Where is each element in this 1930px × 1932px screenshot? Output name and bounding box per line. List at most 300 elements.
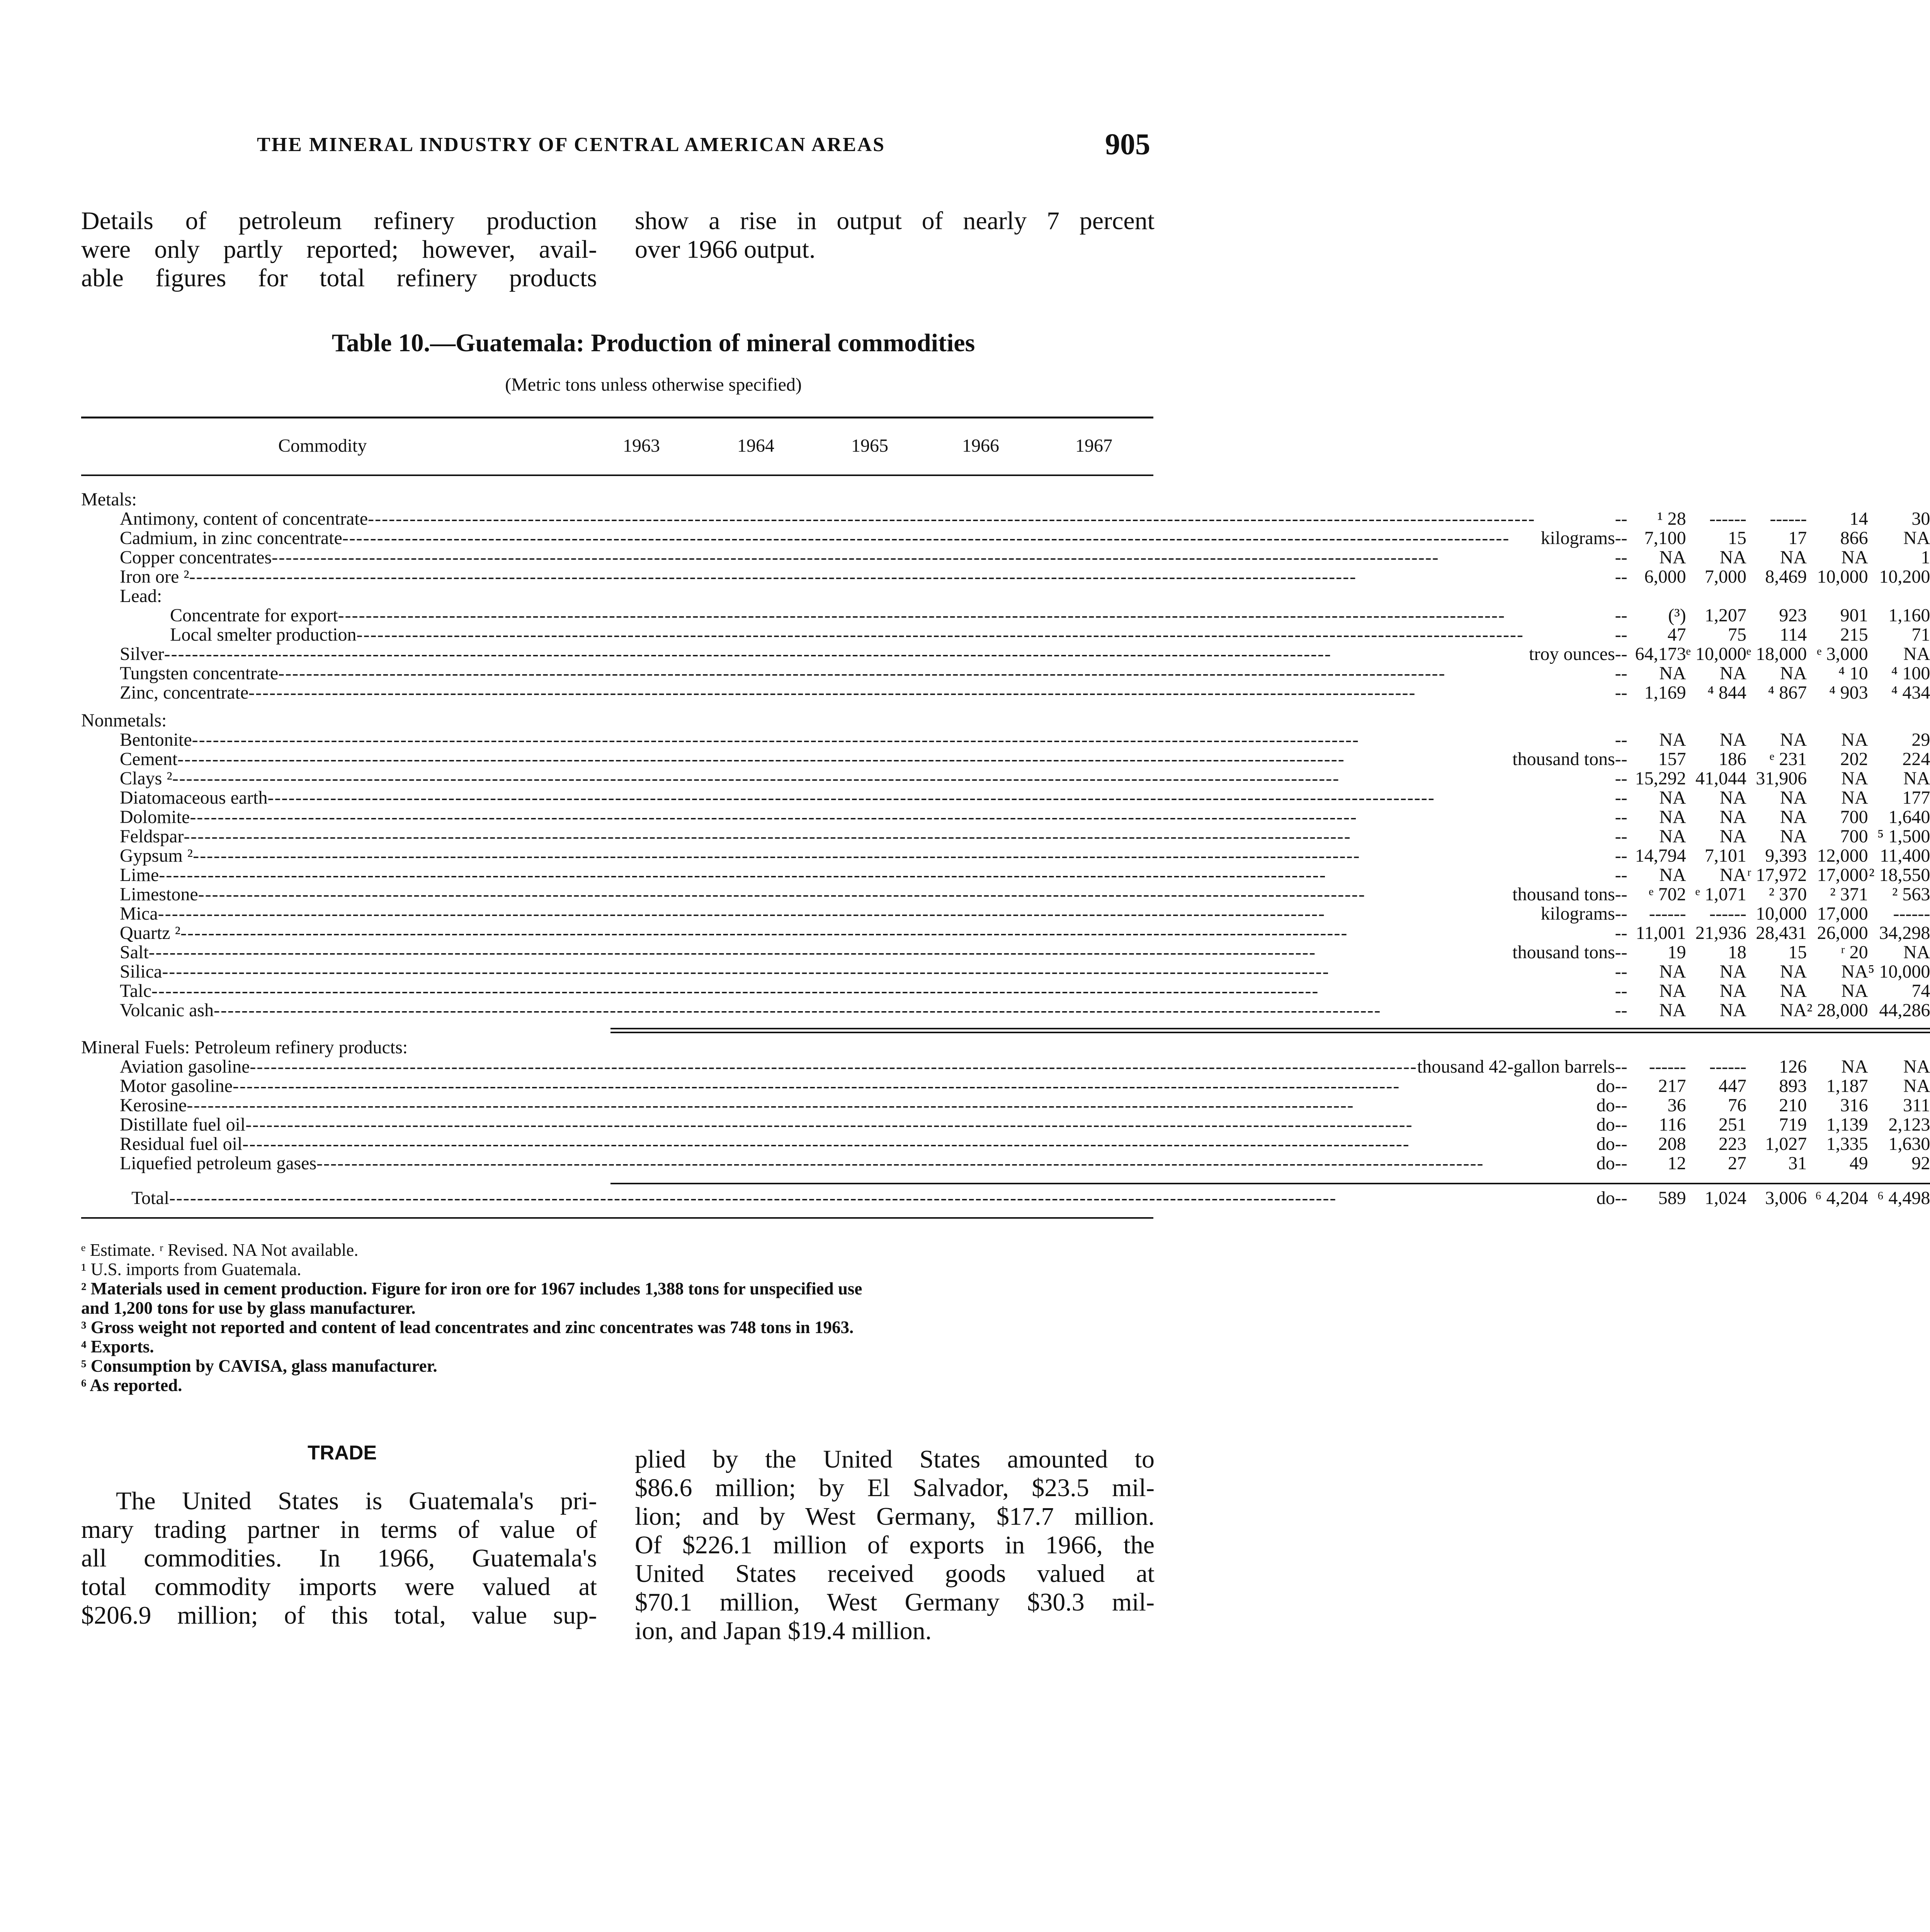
table-row xyxy=(81,645,1930,664)
column-header-1966: 1966 xyxy=(962,435,999,456)
leader-dots xyxy=(187,1096,1596,1115)
table-row xyxy=(81,750,1930,769)
row-label-text: Mineral Fuels: Petroleum refinery products: xyxy=(81,1037,408,1058)
leader-dots-tail: -- xyxy=(1615,566,1627,587)
cell-value-1966: ʳ 20 xyxy=(1841,942,1868,963)
leader-dots xyxy=(169,1189,1597,1208)
cell-value-1967: 34,298 xyxy=(1879,923,1930,943)
table-caption: Table 10.—Guatemala: Production of mineral commodities xyxy=(332,329,975,357)
cell-value-1966: ² 28,000 xyxy=(1807,1000,1868,1020)
row-label-text: Metals: xyxy=(81,489,137,510)
cell-value-1963: 14,794 xyxy=(1635,845,1686,866)
cell-value-1965: 8,469 xyxy=(1765,566,1807,587)
text-line: able figures for total refinery products xyxy=(81,264,597,292)
commodity-label xyxy=(81,529,1635,548)
commodity-label xyxy=(81,625,1635,645)
cell-value-1963: NA xyxy=(1659,981,1686,1001)
table-row xyxy=(81,587,1930,606)
cell-value-1966: 866 xyxy=(1840,528,1868,548)
cell-value-1963: 157 xyxy=(1658,749,1686,769)
cell-value-1965: ᵉ 18,000 xyxy=(1746,644,1807,664)
text-line: mary trading partner in terms of value of xyxy=(81,1515,597,1544)
cell-value-1965: NA xyxy=(1780,981,1807,1001)
commodity-label xyxy=(81,962,1635,981)
cell-value-1967: ⁵ 10,000 xyxy=(1868,961,1930,982)
cell-value-1963: NA xyxy=(1659,730,1686,750)
row-label-text: Lime xyxy=(120,865,159,885)
cell-value-1967: 224 xyxy=(1902,749,1930,769)
cell-value-1966: NA xyxy=(1841,768,1868,789)
row-label-text: Antimony, content of concentrate xyxy=(120,509,368,529)
cell-value-1966: 10,000 xyxy=(1817,566,1868,587)
leader-dots-tail: -- xyxy=(1615,768,1627,789)
text-line: show a rise in output of nearly 7 percent xyxy=(635,207,1155,235)
page-number: 905 xyxy=(1105,127,1150,161)
cell-value-1967: 30 xyxy=(1911,509,1930,529)
cell-value-1963: NA xyxy=(1659,807,1686,827)
cell-value-1964: 447 xyxy=(1718,1076,1746,1096)
commodity-label xyxy=(81,923,1635,943)
row-unit: troy ounces xyxy=(1529,644,1615,664)
leader-dots xyxy=(233,1077,1597,1096)
commodity-label xyxy=(81,846,1635,866)
cell-value-1965: NA xyxy=(1780,826,1807,847)
cell-value-1966: 316 xyxy=(1840,1095,1868,1116)
intro-right-column xyxy=(635,207,1155,264)
leader-dots-tail: -- xyxy=(1615,624,1627,645)
table-row xyxy=(81,548,1930,567)
table-row xyxy=(81,683,1930,702)
leader-dots xyxy=(368,509,1615,529)
cell-value-1965: NA xyxy=(1780,663,1807,684)
cell-value-1966: 700 xyxy=(1840,807,1868,827)
cell-value-1963: 589 xyxy=(1658,1188,1686,1208)
table-row xyxy=(81,923,1930,943)
header-bottom-rule xyxy=(81,474,1153,476)
cell-value-1963: 217 xyxy=(1658,1076,1686,1096)
commodity-label xyxy=(81,981,1635,1001)
commodity-label xyxy=(81,866,1635,885)
column-header-1964: 1964 xyxy=(737,435,774,456)
total-rule xyxy=(610,1183,1930,1184)
cell-value-1965: ⁴ 867 xyxy=(1768,682,1807,703)
row-label-text: Diatomaceous earth xyxy=(120,787,268,808)
cell-value-1963: 1,169 xyxy=(1644,682,1686,703)
cell-value-1966: NA xyxy=(1841,787,1868,808)
leader-dots xyxy=(342,529,1541,548)
table-row xyxy=(81,730,1930,750)
cell-value-1967: 311 xyxy=(1903,1095,1930,1116)
text-line: United States received goods valued at xyxy=(635,1560,1155,1588)
commodity-table xyxy=(81,490,1930,1208)
text-line: Of $226.1 million of exports in 1966, the xyxy=(635,1531,1155,1559)
cell-value-1967: ⁴ 100 xyxy=(1891,663,1930,684)
cell-value-1964: NA xyxy=(1719,787,1746,808)
leader-dots xyxy=(198,885,1513,904)
cell-value-1963: ------ xyxy=(1649,1056,1686,1077)
text-line: over 1966 output. xyxy=(635,235,816,264)
cell-value-1967: 11,400 xyxy=(1880,845,1930,866)
row-unit: thousand tons xyxy=(1512,884,1615,905)
cell-value-1963: NA xyxy=(1659,865,1686,885)
row-unit: thousand 42-gallon barrels xyxy=(1417,1056,1615,1077)
row-label-text: Distillate fuel oil xyxy=(120,1114,246,1135)
cell-value-1965: NA xyxy=(1780,730,1807,750)
commodity-label xyxy=(81,808,1635,827)
cell-value-1967: ² 18,550 xyxy=(1869,865,1930,885)
leader-dots xyxy=(192,730,1615,750)
cell-value-1963: 64,173 xyxy=(1635,644,1686,664)
cell-value-1967: 71 xyxy=(1911,624,1930,645)
table-row xyxy=(81,981,1930,1001)
cell-value-1963: 19 xyxy=(1667,942,1686,963)
cell-value-1966: 14 xyxy=(1849,509,1868,529)
cell-value-1967: 92 xyxy=(1911,1153,1930,1173)
cell-value-1965: 31,906 xyxy=(1756,768,1807,789)
row-unit: kilograms xyxy=(1541,903,1615,924)
commodity-label xyxy=(81,606,1635,625)
table-row xyxy=(81,962,1930,981)
leader-dots xyxy=(272,548,1615,567)
cell-value-1966: NA xyxy=(1841,730,1868,750)
leader-dots-tail: -- xyxy=(1615,942,1627,963)
text-line: were only partly reported; however, avail- xyxy=(81,235,597,264)
cell-value-1966: 1,187 xyxy=(1826,1076,1868,1096)
text-line: The United States is Guatemala's pri- xyxy=(116,1487,597,1515)
row-label-text: Copper concentrates xyxy=(120,547,272,568)
cell-value-1965: 9,393 xyxy=(1765,845,1807,866)
cell-value-1964: ᵉ 10,000 xyxy=(1686,644,1746,664)
leader-dots-tail: -- xyxy=(1615,1000,1627,1020)
cell-value-1967: 1,630 xyxy=(1888,1134,1930,1154)
cell-value-1963: NA xyxy=(1659,1000,1686,1020)
leader-dots-tail: -- xyxy=(1615,826,1627,847)
footnote: ³ Gross weight not reported and content of lead concentrates and zinc concentrates was 748 tons in 1963. xyxy=(81,1318,854,1337)
row-label-text: Silica xyxy=(120,961,162,982)
cell-value-1965: 31 xyxy=(1788,1153,1807,1173)
leader-dots xyxy=(162,962,1615,981)
cell-value-1965: ʳ 17,972 xyxy=(1747,865,1807,885)
leader-dots xyxy=(245,1115,1596,1134)
cell-value-1964: NA xyxy=(1719,961,1746,982)
row-label-text: Cadmium, in zinc concentrate xyxy=(120,528,342,548)
row-unit: do xyxy=(1596,1134,1615,1154)
leader-dots-tail: -- xyxy=(1615,981,1627,1001)
commodity-label xyxy=(81,664,1635,683)
row-label-text: Tungsten concentrate xyxy=(120,663,279,684)
cell-value-1967: NA xyxy=(1903,528,1930,548)
leader-dots-tail: -- xyxy=(1615,528,1627,548)
cell-value-1967: 74 xyxy=(1911,981,1930,1001)
cell-value-1965: 923 xyxy=(1779,605,1807,626)
leader-dots-tail: -- xyxy=(1615,1134,1627,1154)
table-row xyxy=(81,846,1930,866)
cell-value-1964: 15 xyxy=(1728,528,1746,548)
row-label-text: Nonmetals: xyxy=(81,710,167,731)
cell-value-1965: 10,000 xyxy=(1756,903,1807,924)
cell-value-1964: 1,024 xyxy=(1704,1188,1746,1208)
footnote: ⁶ As reported. xyxy=(81,1376,182,1395)
cell-value-1965: ᵉ 231 xyxy=(1769,749,1807,769)
footnote: ⁵ Consumption by CAVISA, glass manufacturer. xyxy=(81,1356,437,1376)
commodity-label xyxy=(81,1154,1635,1173)
table-row xyxy=(81,664,1930,683)
footnotes xyxy=(81,1240,1155,1395)
commodity-label xyxy=(81,885,1635,904)
leader-dots-tail: -- xyxy=(1615,1095,1627,1116)
leader-dots-tail: -- xyxy=(1615,1188,1627,1208)
cell-value-1967: ⁶ 4,498 xyxy=(1877,1188,1930,1208)
commodity-label xyxy=(81,490,1635,509)
cell-value-1964: 27 xyxy=(1728,1153,1746,1173)
row-unit: kilograms xyxy=(1541,528,1615,548)
leader-dots-tail: -- xyxy=(1615,923,1627,943)
leader-dots xyxy=(180,923,1615,943)
cell-value-1964: 7,000 xyxy=(1704,566,1746,587)
text-line: all commodities. In 1966, Guatemala's xyxy=(81,1544,597,1572)
row-label-text: Iron ore ² xyxy=(120,566,189,587)
text-line: total commodity imports were valued at xyxy=(81,1573,597,1601)
table-row xyxy=(81,1057,1930,1077)
table-row xyxy=(81,1189,1930,1208)
leader-dots-tail: -- xyxy=(1615,1153,1627,1173)
cell-value-1966: ᵉ 3,000 xyxy=(1817,644,1868,664)
text-line: ion, and Japan $19.4 million. xyxy=(635,1617,932,1645)
commodity-label xyxy=(81,587,1635,606)
leader-dots xyxy=(149,943,1513,962)
row-label-text: Aviation gasoline xyxy=(120,1056,250,1077)
commodity-label xyxy=(81,1077,1635,1096)
cell-value-1964: NA xyxy=(1719,1000,1746,1020)
cell-value-1964: ᵉ 1,071 xyxy=(1695,884,1746,905)
row-unit: thousand tons xyxy=(1512,942,1615,963)
text-line: $86.6 million; by El Salvador, $23.5 mil- xyxy=(635,1474,1155,1502)
column-header-1967: 1967 xyxy=(1075,435,1112,456)
leader-dots-tail: -- xyxy=(1615,903,1627,924)
cell-value-1966: 202 xyxy=(1840,749,1868,769)
table-row xyxy=(81,711,1930,730)
commodity-label xyxy=(81,827,1635,846)
leader-dots xyxy=(250,1057,1417,1077)
table-subcaption: (Metric tons unless otherwise specified) xyxy=(505,374,802,395)
row-label-text: Motor gasoline xyxy=(120,1076,233,1096)
column-header-commodity: Commodity xyxy=(278,435,367,456)
table-row xyxy=(81,866,1930,885)
cell-value-1965: NA xyxy=(1780,807,1807,827)
cell-value-1965: 15 xyxy=(1788,942,1807,963)
table-row xyxy=(81,509,1930,529)
cell-value-1964: NA xyxy=(1719,663,1746,684)
cell-value-1963: NA xyxy=(1659,961,1686,982)
table-row xyxy=(81,1115,1930,1134)
row-label-text: Mica xyxy=(120,903,158,924)
trade-left-column xyxy=(81,1487,597,1630)
cell-value-1965: NA xyxy=(1780,1000,1807,1020)
table-row xyxy=(81,904,1930,923)
cell-value-1963: 47 xyxy=(1667,624,1686,645)
cell-value-1963: 7,100 xyxy=(1644,528,1686,548)
table-bottom-rule xyxy=(81,1217,1153,1219)
cell-value-1963: NA xyxy=(1659,547,1686,568)
row-label-text: Gypsum ² xyxy=(120,845,193,866)
cell-value-1964: ------ xyxy=(1709,509,1746,529)
cell-value-1965: 114 xyxy=(1780,624,1807,645)
cell-value-1967: 1,640 xyxy=(1888,807,1930,827)
leader-dots xyxy=(172,769,1615,788)
cell-value-1967: ⁴ 434 xyxy=(1891,682,1930,703)
cell-value-1963: 36 xyxy=(1667,1095,1686,1116)
commodity-label xyxy=(81,711,1635,730)
cell-value-1963: ------ xyxy=(1649,903,1686,924)
table-row xyxy=(81,625,1930,645)
leader-dots xyxy=(268,788,1615,808)
cell-value-1964: NA xyxy=(1719,865,1746,885)
footnote: ² Materials used in cement production. Figure for iron ore for 1967 includes 1,388 tons for unspecified use xyxy=(81,1279,862,1298)
commodity-label xyxy=(81,904,1635,923)
cell-value-1964: NA xyxy=(1719,807,1746,827)
cell-value-1964: ⁴ 844 xyxy=(1707,682,1746,703)
cell-value-1964: NA xyxy=(1719,981,1746,1001)
commodity-label xyxy=(81,769,1635,788)
row-unit: do xyxy=(1596,1153,1615,1173)
leader-dots xyxy=(248,683,1615,702)
leader-dots xyxy=(158,904,1541,923)
leader-dots-tail: -- xyxy=(1615,605,1627,626)
leader-dots xyxy=(338,606,1615,625)
leader-dots xyxy=(184,827,1615,846)
cell-value-1963: 6,000 xyxy=(1644,566,1686,587)
cell-value-1963: NA xyxy=(1659,663,1686,684)
row-label-text: Liquefied petroleum gases xyxy=(120,1153,317,1173)
row-label-text: Zinc, concentrate xyxy=(120,682,249,703)
row-unit: do xyxy=(1596,1076,1615,1096)
cell-value-1966: 49 xyxy=(1849,1153,1868,1173)
cell-value-1966: ² 371 xyxy=(1830,884,1868,905)
row-label-text: Lead: xyxy=(120,586,162,606)
row-label-text: Quartz ² xyxy=(120,923,180,943)
cell-value-1967: NA xyxy=(1903,768,1930,789)
table-row xyxy=(81,1038,1930,1057)
cell-value-1966: 1,139 xyxy=(1826,1114,1868,1135)
cell-value-1963: NA xyxy=(1659,787,1686,808)
leader-dots-tail: -- xyxy=(1615,865,1627,885)
row-label-text: Kerosine xyxy=(120,1095,187,1116)
cell-value-1966: 12,000 xyxy=(1817,845,1868,866)
cell-value-1967: 1,160 xyxy=(1888,605,1930,626)
cell-value-1967: NA xyxy=(1903,1076,1930,1096)
section-heading-trade: TRADE xyxy=(308,1442,377,1464)
leader-dots xyxy=(164,645,1529,664)
cell-value-1964: 186 xyxy=(1718,749,1746,769)
leader-dots xyxy=(159,866,1615,885)
cell-value-1964: 41,044 xyxy=(1695,768,1746,789)
table-row xyxy=(81,567,1930,587)
cell-value-1967: NA xyxy=(1903,644,1930,664)
cell-value-1967: 177 xyxy=(1902,787,1930,808)
table-row xyxy=(81,808,1930,827)
cell-value-1963: NA xyxy=(1659,826,1686,847)
commodity-label xyxy=(81,788,1635,808)
commodity-label xyxy=(81,1134,1635,1154)
text-line: lion; and by West Germany, $17.7 million. xyxy=(635,1502,1155,1531)
leader-dots-tail: -- xyxy=(1615,1114,1627,1135)
row-label-text: Salt xyxy=(120,942,149,963)
trade-right-column xyxy=(635,1445,1155,1645)
cell-value-1964: 7,101 xyxy=(1704,845,1746,866)
cell-value-1967: 2,123 xyxy=(1888,1114,1930,1135)
cell-value-1963: 116 xyxy=(1659,1114,1686,1135)
cell-value-1967: NA xyxy=(1903,942,1930,963)
row-label-text: Residual fuel oil xyxy=(120,1134,243,1154)
cell-value-1964: NA xyxy=(1719,826,1746,847)
cell-value-1967: ² 563 xyxy=(1892,884,1930,905)
leader-dots xyxy=(214,1001,1615,1020)
cell-value-1965: 126 xyxy=(1779,1056,1807,1077)
leader-dots xyxy=(177,750,1512,769)
text-line: plied by the United States amounted to xyxy=(635,1445,1155,1473)
cell-value-1964: ------ xyxy=(1709,903,1746,924)
cell-value-1965: NA xyxy=(1780,961,1807,982)
cell-value-1964: ------ xyxy=(1709,1056,1746,1077)
cell-value-1967: ------ xyxy=(1893,903,1930,924)
footnote: ᵉ Estimate. ʳ Revised. NA Not available. xyxy=(81,1240,359,1260)
commodity-label xyxy=(81,1115,1635,1134)
leader-dots-tail: -- xyxy=(1615,682,1627,703)
footnote: and 1,200 tons for use by glass manufacturer. xyxy=(81,1298,416,1318)
cell-value-1964: 223 xyxy=(1718,1134,1746,1154)
table-row xyxy=(81,1096,1930,1115)
table-top-rule xyxy=(81,417,1153,418)
commodity-label xyxy=(81,645,1635,664)
cell-value-1966: ⁴ 903 xyxy=(1829,682,1868,703)
row-label-text: Clays ² xyxy=(120,768,172,789)
table-row xyxy=(81,943,1930,962)
cell-value-1966: 215 xyxy=(1840,624,1868,645)
cell-value-1966: 17,000 xyxy=(1817,903,1868,924)
table-row xyxy=(81,1077,1930,1096)
cell-value-1966: NA xyxy=(1841,1056,1868,1077)
text-line: $206.9 million; of this total, value sup- xyxy=(81,1601,597,1629)
leader-dots xyxy=(151,981,1615,1001)
row-label-text: Local smelter production xyxy=(170,624,357,645)
cell-value-1964: 75 xyxy=(1728,624,1746,645)
cell-value-1963: 208 xyxy=(1658,1134,1686,1154)
leader-dots-tail: -- xyxy=(1615,807,1627,827)
cell-value-1963: (³) xyxy=(1668,605,1686,626)
row-label-text: Talc xyxy=(120,981,151,1001)
cell-value-1966: ⁴ 10 xyxy=(1838,663,1868,684)
row-label-text: Bentonite xyxy=(120,730,192,750)
commodity-label xyxy=(81,1038,1635,1057)
cell-value-1966: 17,000 xyxy=(1817,865,1868,885)
leader-dots-tail: -- xyxy=(1615,663,1627,684)
cell-value-1965: NA xyxy=(1780,547,1807,568)
commodity-label xyxy=(81,1001,1635,1020)
commodity-label xyxy=(81,509,1635,529)
leader-dots-tail: -- xyxy=(1615,749,1627,769)
leader-dots-tail: -- xyxy=(1615,547,1627,568)
cell-value-1964: 76 xyxy=(1728,1095,1746,1116)
cell-value-1965: ² 370 xyxy=(1768,884,1807,905)
leader-dots xyxy=(357,625,1615,645)
cell-value-1966: 1,335 xyxy=(1826,1134,1868,1154)
table-row xyxy=(81,788,1930,808)
cell-value-1966: NA xyxy=(1841,961,1868,982)
cell-value-1966: 901 xyxy=(1840,605,1868,626)
leader-dots-tail: -- xyxy=(1615,509,1627,529)
column-header-1965: 1965 xyxy=(851,435,888,456)
cell-value-1965: NA xyxy=(1780,787,1807,808)
